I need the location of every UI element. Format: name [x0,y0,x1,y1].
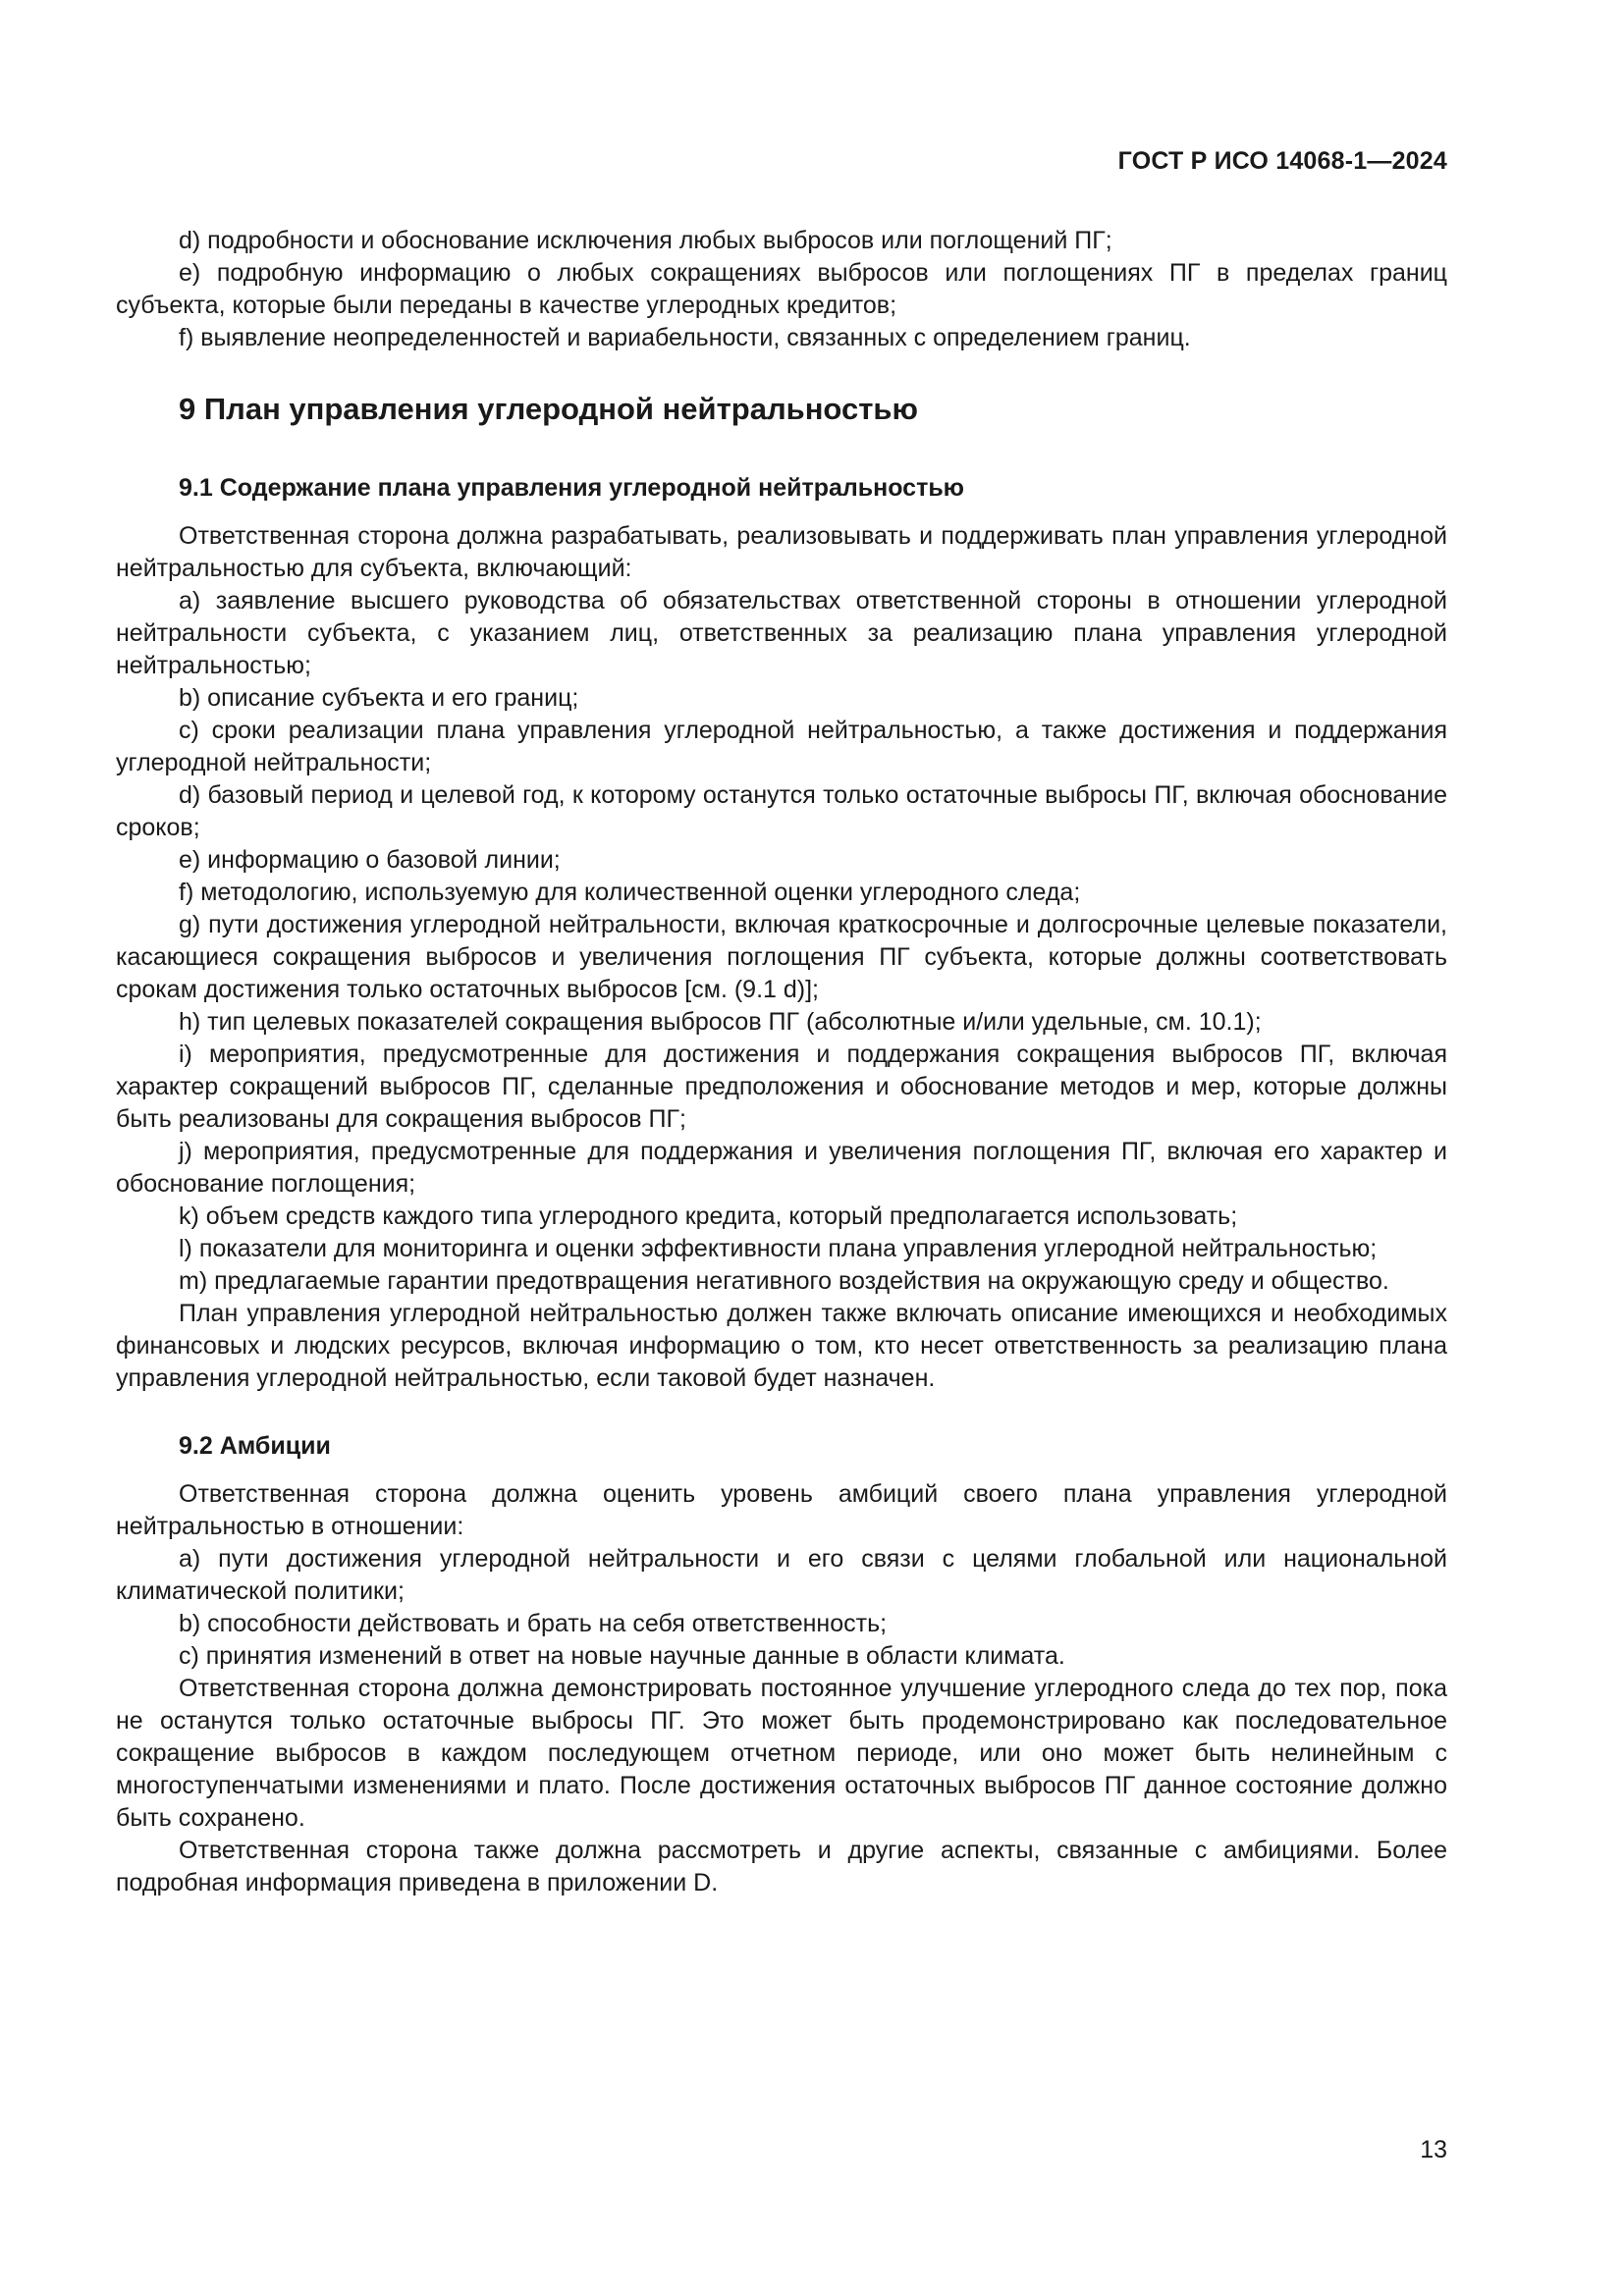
list-item-j: j) мероприятия, предусмотренные для поддержания и увеличения поглощения ПГ, включая его характер и обоснование поглощения; [116,1138,1447,1198]
list-item-g: g) пути достижения углеродной нейтральности, включая краткосрочные и долгосрочные целевые показатели, касающиеся сокращения выбросов и увеличения поглощения ПГ субъекта, которые должны соответствовать срокам достижения только остаточных выбросов [см. (9.1 d)]; [116,911,1447,1003]
paragraph: Ответственная сторона должна демонстрировать постоянное улучшение углеродного следа до тех пор, пока не останутся только остаточные выбросы ПГ. Это может быть продемонстрировано как последовательное сокращение выбросов в каждом последующем отчетном периоде, или оно может быть нелинейным с многоступенчатыми изменениями и плато. После достижения остаточных выбросов ПГ данное состояние должно быть сохранено. [116,1675,1447,1832]
list-item-h: h) тип целевых показателей сокращения выбросов ПГ (абсолютные и/или удельные, см. 10.1); [179,1008,1262,1036]
paragraph: Ответственная сторона также должна рассмотреть и другие аспекты, связанные с амбициями. Более подробная информация приведена в приложении D. [116,1837,1447,1896]
section-9-2-heading: 9.2 Амбиции [179,1432,331,1460]
list-item-b: b) способности действовать и брать на себя ответственность; [179,1610,888,1637]
paragraph: Ответственная сторона должна оценить уровень амбиций своего плана управления углеродной нейтральностью в отношении: [116,1480,1447,1540]
page-number: 13 [1420,2136,1447,2163]
list-item-d: d) базовый период и целевой год, к которому останутся только остаточные выбросы ПГ, включая обоснование сроков; [116,781,1447,841]
paragraph: Ответственная сторона должна разрабатывать, реализовывать и поддерживать план управления углеродной нейтральностью для субъекта, включающий: [116,522,1447,582]
list-item-c: c) сроки реализации плана управления углеродной нейтральностью, а также достижения и поддержания углеродной нейтральности; [116,717,1447,776]
list-item-c: c) принятия изменений в ответ на новые научные данные в области климата. [179,1642,1065,1670]
list-item-d: d) подробности и обоснование исключения любых выбросов или поглощений ПГ; [179,227,1112,254]
paragraph: План управления углеродной нейтральностью должен также включать описание имеющихся и необходимых финансовых и людских ресурсов, включая информацию о том, кто несет ответственность за реализацию плана управления углеродной нейтральностью, если таковой будет назначен. [116,1300,1447,1392]
list-item-i: i) мероприятия, предусмотренные для достижения и поддержания сокращения выбросов ПГ, включая характер сокращений выбросов ПГ, сделанные предположения и обоснование методов и мер, которые должны быть реализованы для сокращения выбросов ПГ; [116,1041,1447,1133]
list-item-l: l) показатели для мониторинга и оценки эффективности плана управления углеродной нейтральностью; [179,1235,1378,1262]
list-item-f: f) методологию, используемую для количественной оценки углеродного следа; [179,879,1081,906]
section-9-1-heading: 9.1 Содержание плана управления углеродной нейтральностью [179,474,965,502]
list-item-f: f) выявление неопределенностей и вариабельности, связанных с определением границ. [179,324,1191,351]
section-9-heading: 9 План управления углеродной нейтральностью [179,392,918,426]
list-item-a: a) заявление высшего руководства об обязательствах ответственной стороны в отношении углеродной нейтральности субъекта, с указанием лиц, ответственных за реализацию плана управления углеродной нейтральностью; [116,587,1447,679]
list-item-m: m) предлагаемые гарантии предотвращения негативного воздействия на окружающую среду и общество. [179,1267,1389,1295]
list-item-e: e) информацию о базовой линии; [179,846,561,874]
list-item-k: k) объем средств каждого типа углеродного кредита, который предполагается использовать; [179,1202,1238,1230]
list-item-e: e) подробную информацию о любых сокращениях выбросов или поглощениях ПГ в пределах границ субъекта, которые были переданы в качестве углеродных кредитов; [116,259,1447,319]
list-item-b: b) описание субъекта и его границ; [179,684,579,712]
document-body [116,225,1447,1899]
document-page [116,0,1447,2296]
running-header-standard-id: ГОСТ Р ИСО 14068-1—2024 [1117,147,1447,175]
list-item-a: a) пути достижения углеродной нейтральности и его связи с целями глобальной или национальной климатической политики; [116,1545,1447,1605]
